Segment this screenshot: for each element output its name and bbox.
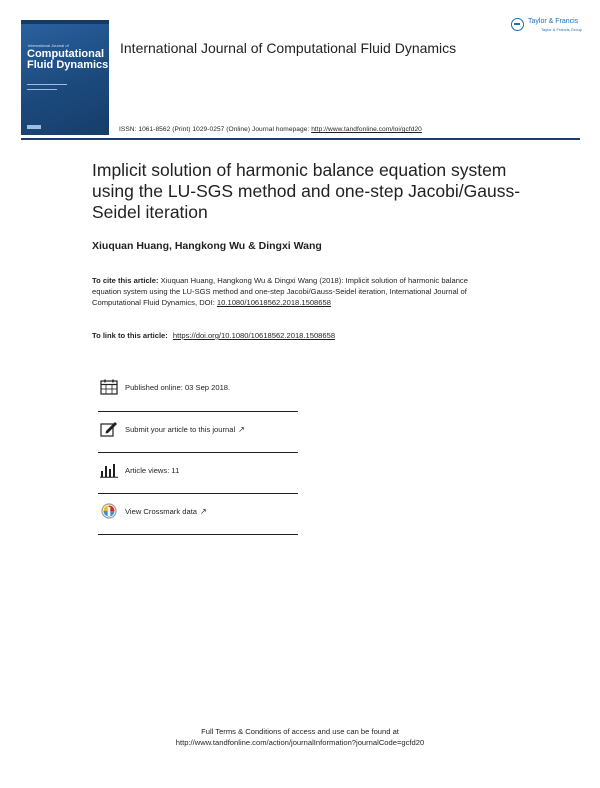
cover-line [27, 89, 57, 90]
article-title: Implicit solution of harmonic balance equation system using the LU-SGS method and one-step Jacobi/Gauss-Seidel iteration [92, 160, 521, 222]
publisher-logo-icon [511, 18, 524, 31]
footer-terms: Full Terms & Conditions of access and use can be found at [201, 727, 399, 736]
citation-doi-link[interactable]: 10.1080/10618562.2018.1508658 [216, 297, 331, 307]
link-block [92, 331, 335, 340]
link-label: To link to this article: [92, 331, 170, 340]
external-link-icon: ↗ [238, 425, 245, 434]
journal-cover [21, 20, 109, 135]
article-views: Article views: 11 [125, 466, 180, 475]
publisher-sub: Taylor & Francis Group [541, 27, 582, 32]
submit-article-link[interactable] [125, 425, 245, 434]
published-row [98, 370, 298, 411]
issn-text: ISSN: 1061-8562 (Print) 1029-0257 (Online) Journal homepage: [119, 126, 312, 133]
header-rule [21, 138, 580, 140]
external-link-icon: ↗ [200, 507, 207, 516]
article-doi-link[interactable]: https://doi.org/10.1080/10618562.2018.1508658 [172, 331, 336, 340]
submit-article-label: Submit your article to this journal [125, 425, 236, 434]
crossmark-label: View Crossmark data [125, 507, 198, 516]
info-divider [98, 534, 298, 535]
issn-line [119, 126, 422, 133]
journal-homepage-link[interactable]: http://www.tandfonline.com/loi/gcfd20 [311, 126, 422, 133]
cover-publisher-mark [27, 125, 41, 129]
bar-chart-icon [100, 462, 118, 478]
cover-small-title: International Journal of [28, 43, 69, 48]
footer-terms-url[interactable]: http://www.tandfonline.com/action/journalInformation?journalCode=gcfd20 [175, 738, 425, 747]
footer [0, 726, 600, 748]
cover-title: Computational Fluid Dynamics [27, 48, 109, 71]
published-date: Published online: 03 Sep 2018. [125, 383, 231, 392]
calendar-icon [100, 379, 118, 395]
citation-label: To cite this article: [92, 276, 161, 285]
citation-text: Xiuquan Huang, Hangkong Wu & Dingxi Wang (2018): Implicit solution of harmonic balance equation system using the LU-SGS method and one-step Jacobi/Gauss-Seidel iteration, International Journal of Computational Fluid Dynamics, DOI: [92, 276, 468, 307]
citation-block [92, 276, 482, 308]
crossmark-link[interactable] [125, 507, 207, 516]
views-row [98, 453, 298, 494]
article-authors: Xiuquan Huang, Hangkong Wu & Dingxi Wang [92, 240, 322, 252]
edit-icon [100, 421, 118, 437]
journal-title: International Journal of Computational Fluid Dynamics [120, 40, 457, 56]
crossmark-row[interactable] [98, 494, 298, 535]
submit-row[interactable] [98, 412, 298, 453]
crossmark-icon [100, 503, 118, 519]
cover-line [27, 84, 67, 85]
publisher-logo [511, 17, 586, 35]
publisher-name: Taylor & Francis [528, 18, 579, 25]
cover-top-band [21, 20, 109, 24]
